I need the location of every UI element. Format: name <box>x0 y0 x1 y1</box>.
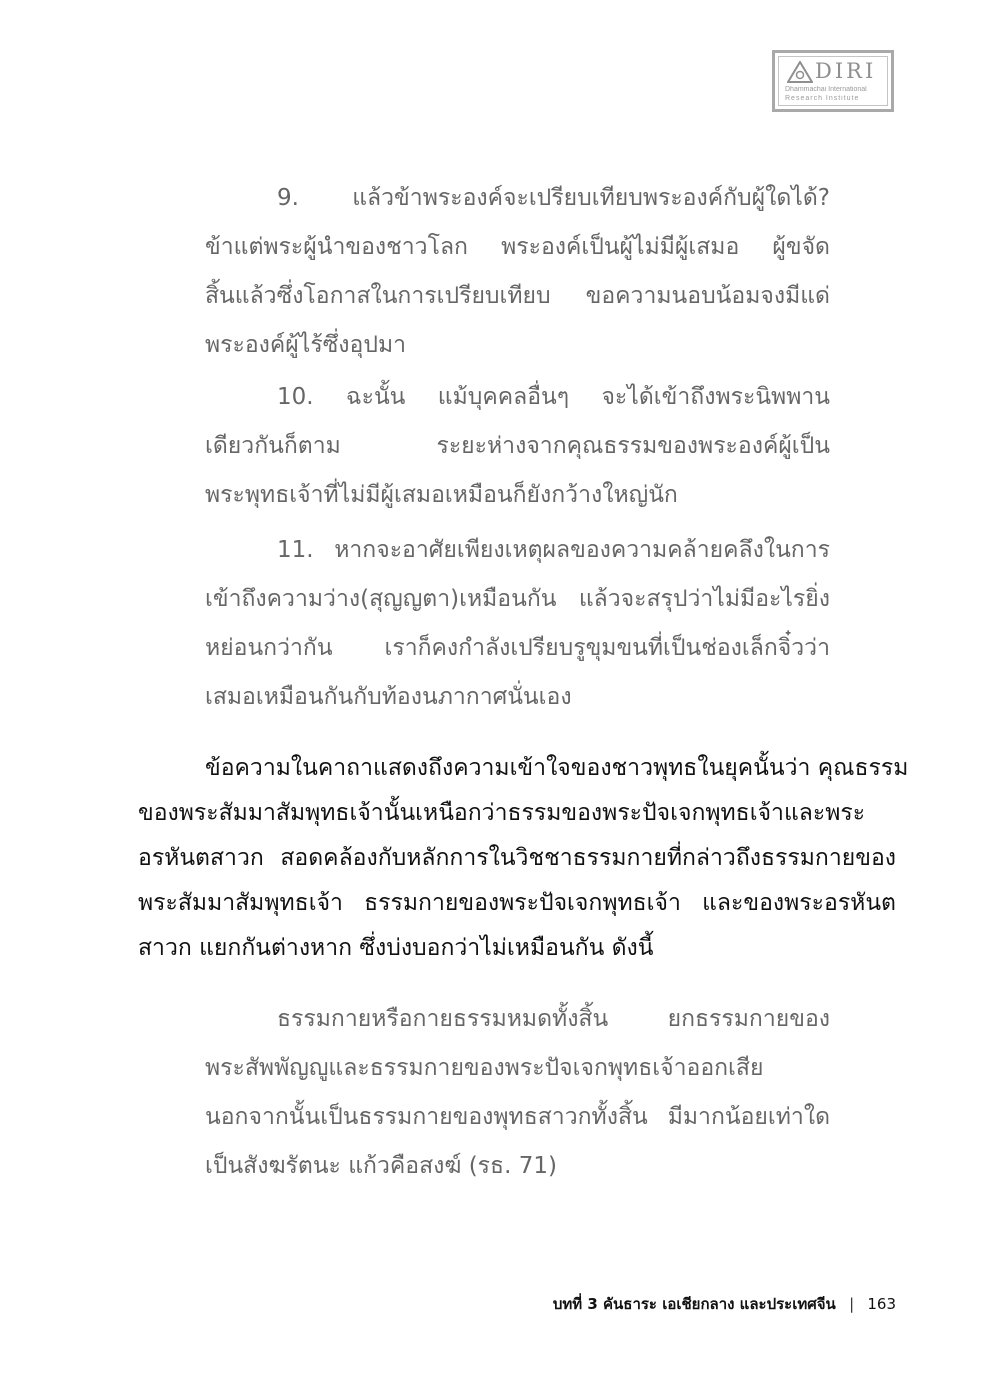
chapter-title: บทที่ 3 คันธาระ เอเชียกลาง และประเทศจีน <box>552 1295 836 1313</box>
logo-name: DIRI <box>815 59 877 83</box>
quote-line: พระองค์ผู้ไร้ซึ่งอุปมา <box>205 332 407 358</box>
quote-line: เสมอเหมือนกันกับท้องนภากาศนั่นเอง <box>205 684 572 710</box>
logo-subtitle-line2: Research Institute <box>785 95 860 102</box>
body-line: พระสัมมาสัมพุทธเจ้า ธรรมกายของพระปัจเจกพุทธเจ้า และของพระอรหันต <box>138 890 896 916</box>
logo-subtitle-line1: Dhammachai International <box>785 86 867 93</box>
body-line: ของพระสัมมาสัมพุทธเจ้านั้นเหนือกว่าธรรมของพระปัจเจกพุทธเจ้าและพระ <box>138 800 866 826</box>
page-footer <box>553 1292 896 1316</box>
body-line: อรหันตสาวก สอดคล้องกับหลักการในวิชชาธรรมกายที่กล่าวถึงธรรมกายของ <box>138 845 896 871</box>
quote-line: 10. ฉะนั้น แม้บุคคลอื่นๆ จะได้เข้าถึงพระนิพพาน <box>277 384 830 410</box>
quote-line: นอกจากนั้นเป็นธรรมกายของพุทธสาวกทั้งสิ้น มีมากน้อยเท่าใด <box>205 1104 830 1130</box>
quote-line: พระพุทธเจ้าที่ไม่มีผู้เสมอเหมือนก็ยังกว้างใหญ่นัก <box>205 482 678 508</box>
quote-line: สิ้นแล้วซึ่งโอกาสในการเปรียบเทียบ ขอความนอบน้อมจงมีแด่ <box>205 283 830 309</box>
body-paragraph <box>138 746 909 971</box>
quote-line: เข้าถึงความว่าง(สุญญตา)เหมือนกัน แล้วจะสรุปว่าไม่มีอะไรยิ่ง <box>205 586 830 612</box>
quote-line: พระสัพพัญญูและธรรมกายของพระปัจเจกพุทธเจ้าออกเสีย <box>205 1055 764 1081</box>
footer-separator: | <box>849 1295 855 1313</box>
quote-line: เดียวกันก็ตาม ระยะห่างจากคุณธรรมของพระองค์ผู้เป็น <box>205 433 830 459</box>
quote-line: ข้าแต่พระผู้นำของชาวโลก พระองค์เป็นผู้ไม่มีผู้เสมอ ผู้ขจัด <box>205 234 830 260</box>
verse-quote-11 <box>205 526 830 722</box>
quote-line: หย่อนกว่ากัน เราก็คงกำลังเปรียบรูขุมขนที่เป็นช่องเล็กจิ๋วว่า <box>205 635 830 661</box>
quote-line: 9. แล้วข้าพระองค์จะเปรียบเทียบพระองค์กับผู้ใดได้? <box>277 185 830 211</box>
dhammakaya-quote <box>205 995 830 1191</box>
verse-quote-10 <box>205 373 830 520</box>
quote-line: ธรรมกายหรือกายธรรมหมดทั้งสิ้น ยกธรรมกายของ <box>277 1006 830 1032</box>
page-number: 163 <box>867 1295 896 1313</box>
diri-logo <box>772 50 894 112</box>
quote-line: เป็นสังฆรัตนะ แก้วคือสงฆ์ (รธ. 71) <box>205 1153 557 1179</box>
triangle-emblem-icon <box>787 61 813 83</box>
body-line: สาวก แยกกันต่างหาก ซึ่งบ่งบอกว่าไม่เหมือนกัน ดังนี้ <box>138 935 654 961</box>
verse-quote-9 <box>205 174 830 370</box>
quote-line: 11. หากจะอาศัยเพียงเหตุผลของความคล้ายคลึงในการ <box>277 537 830 563</box>
body-line: ข้อความในคาถาแสดงถึงความเข้าใจของชาวพุทธในยุคนั้นว่า คุณธรรม <box>205 755 909 781</box>
